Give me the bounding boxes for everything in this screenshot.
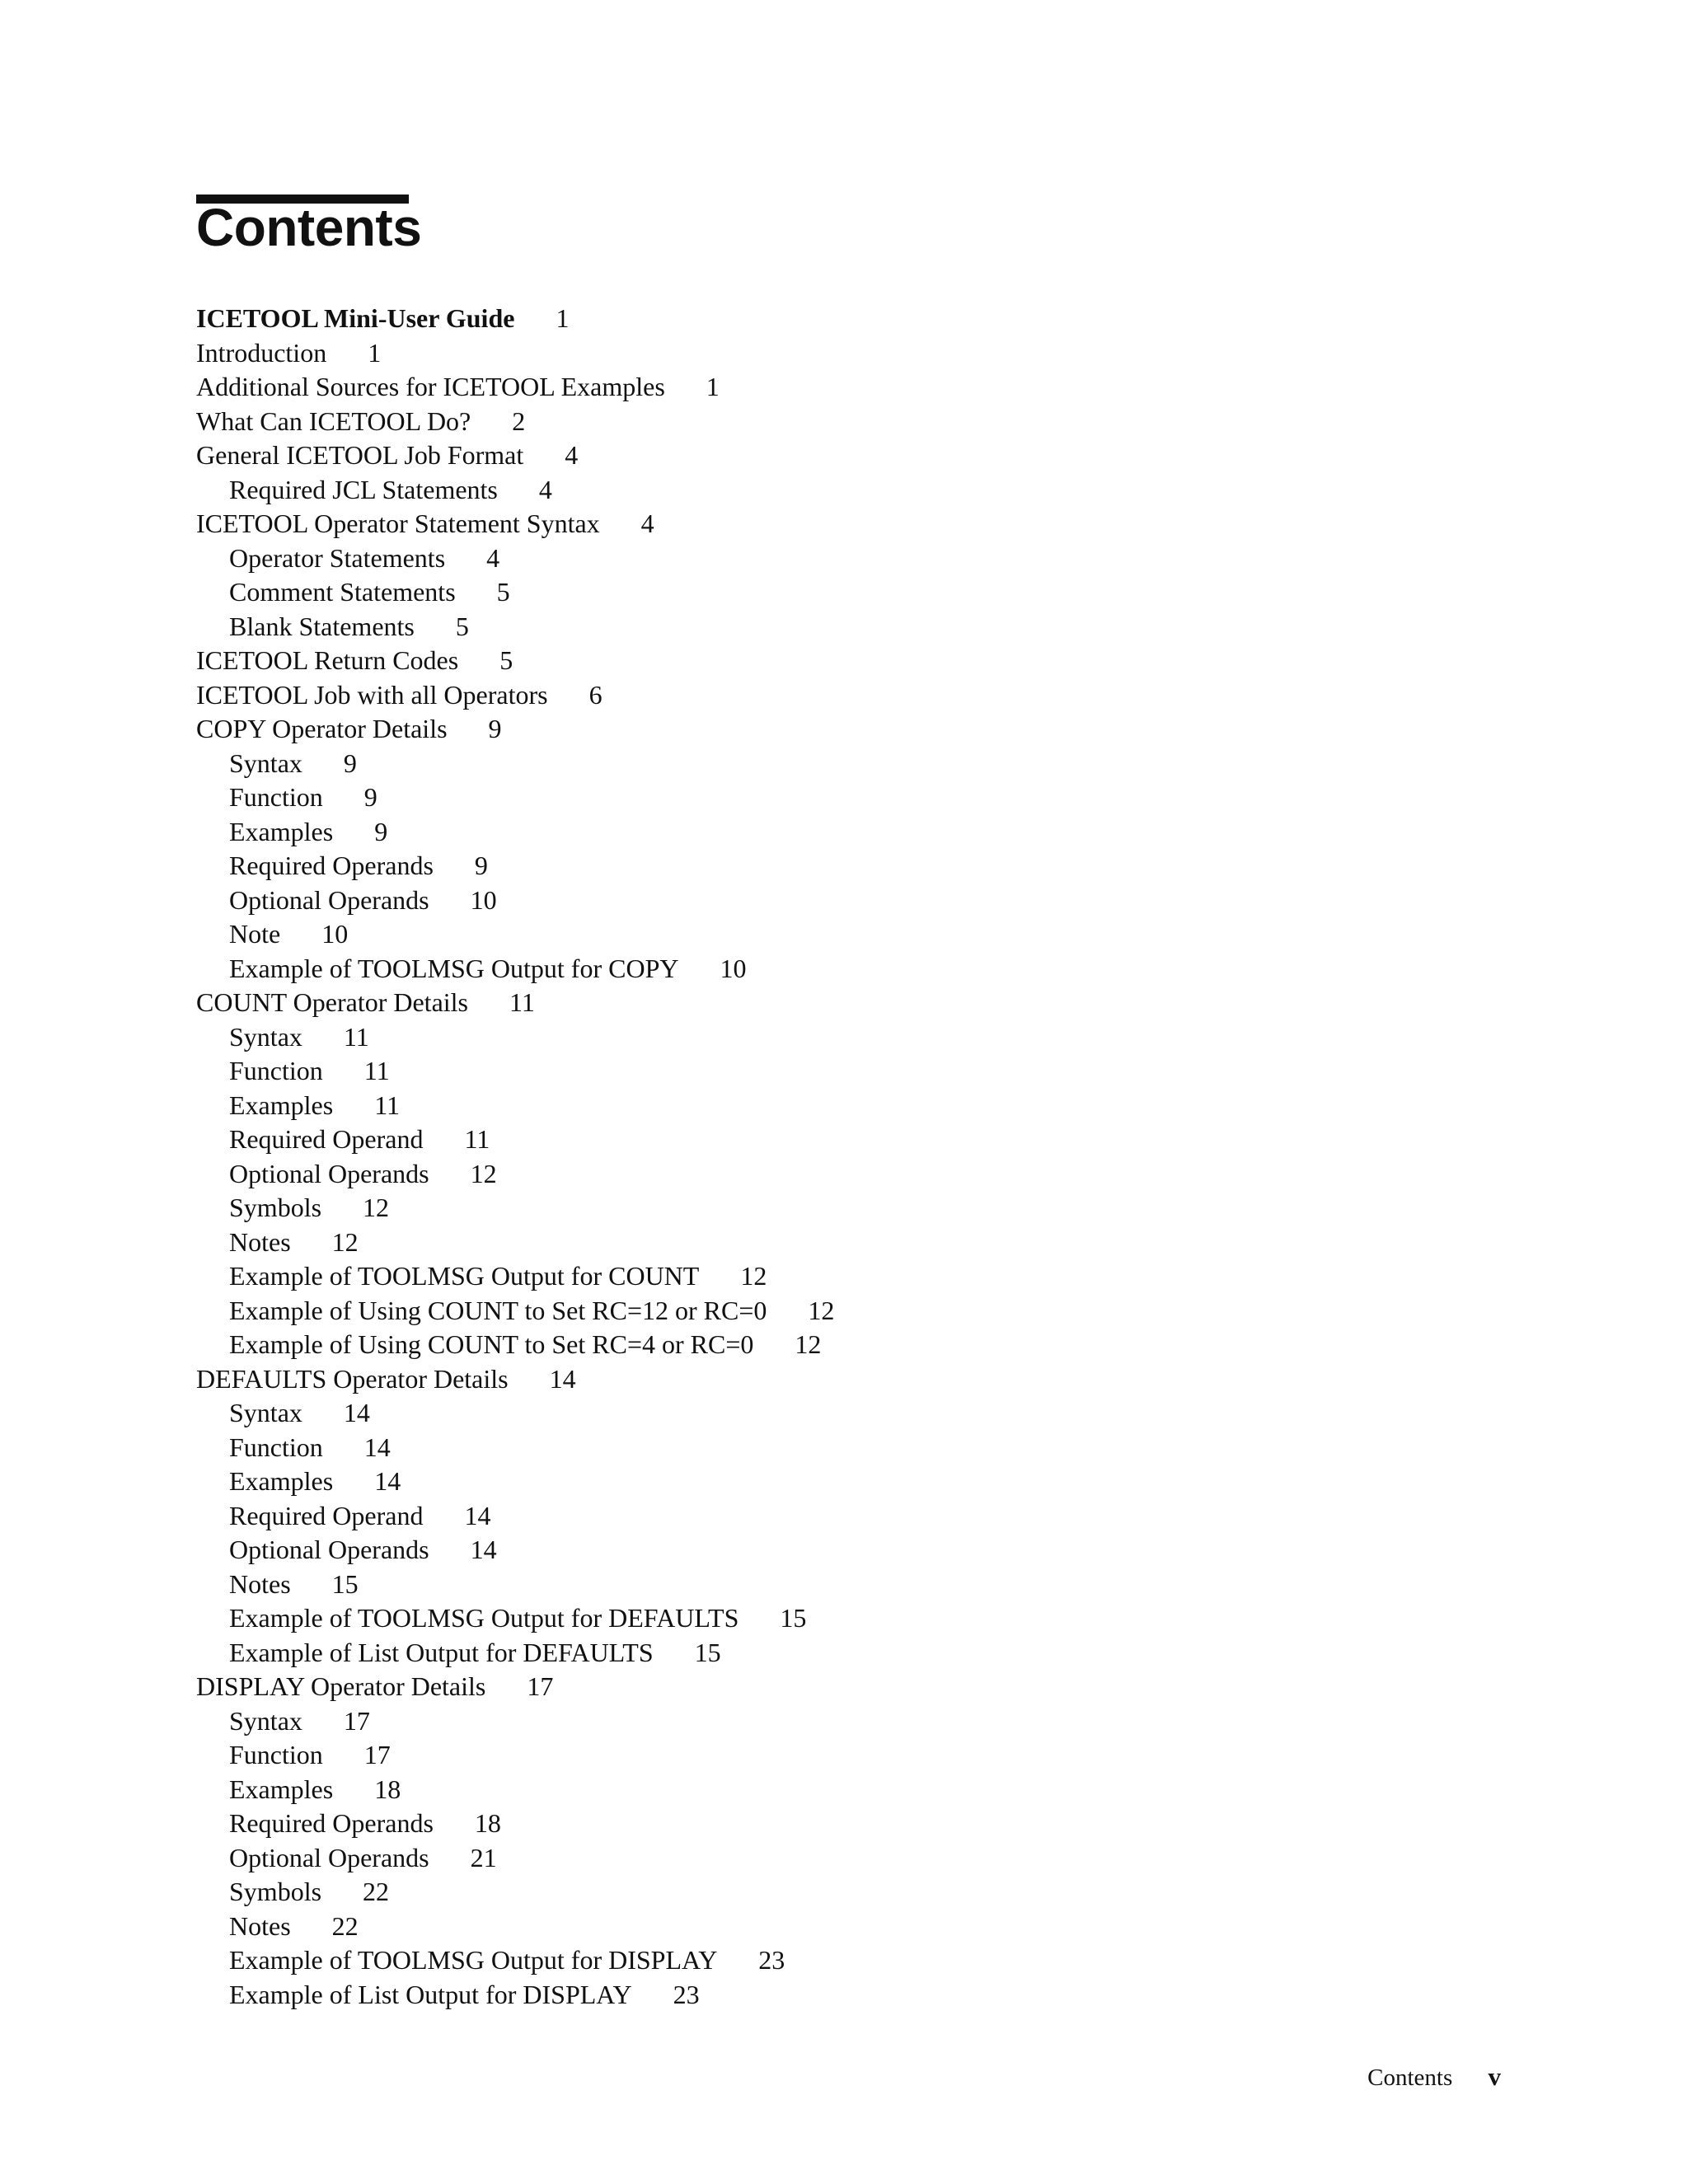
toc-entry-label: Examples	[229, 816, 334, 846]
toc-entry-label: Introduction	[196, 337, 327, 368]
toc-entry-label: Symbols	[229, 1193, 322, 1222]
toc-entry-label: DISPLAY Operator Details	[196, 1671, 486, 1701]
toc-entry[interactable]	[196, 1910, 1515, 1944]
footer-section-label: Contents	[1367, 2064, 1453, 2091]
toc-entry-page: 4	[565, 440, 579, 470]
toc-entry-label: ICETOOL Job with all Operators	[196, 679, 548, 710]
toc-entry-label: ICETOOL Operator Statement Syntax	[196, 509, 600, 538]
toc-entry-page: 4	[538, 474, 552, 504]
toc-entry[interactable]	[196, 1533, 1515, 1568]
toc-entry[interactable]	[196, 849, 1515, 883]
toc-entry[interactable]	[196, 1978, 1515, 2013]
toc-entry-label: Examples	[229, 1090, 334, 1120]
toc-entry[interactable]	[196, 336, 1515, 371]
toc-entry-page: 12	[363, 1193, 390, 1222]
toc-entry-page: 17	[527, 1671, 554, 1701]
toc-entry-label: Comment Statements	[229, 577, 456, 607]
toc-entry[interactable]	[196, 883, 1515, 918]
toc-entry-label: Blank Statements	[229, 611, 415, 641]
toc-entry[interactable]	[196, 610, 1515, 644]
toc-entry[interactable]	[196, 507, 1515, 541]
toc-entry-label: Example of TOOLMSG Output for DEFAULTS	[229, 1603, 739, 1633]
toc-entry-label: Examples	[229, 1774, 334, 1804]
toc-entry-page: 12	[470, 1158, 497, 1188]
toc-entry-page: 15	[694, 1637, 721, 1667]
toc-entry-label: Notes	[229, 1568, 291, 1599]
toc-entry-page: 11	[374, 1090, 400, 1120]
toc-entry-label: Optional Operands	[229, 1158, 429, 1188]
toc-entry-page: 10	[321, 919, 349, 949]
toc-entry-page: 14	[464, 1500, 491, 1530]
toc-entry-page: 23	[758, 1945, 785, 1975]
toc-entry[interactable]	[196, 1328, 1515, 1362]
toc-entry-page: 15	[331, 1568, 359, 1599]
toc-entry-page: 2	[512, 405, 526, 436]
toc-entry-label: Example of TOOLMSG Output for DISPLAY	[229, 1945, 718, 1975]
toc-entry[interactable]	[196, 1601, 1515, 1636]
toc-entry-label: Note	[229, 919, 281, 949]
toc-entry-page: 9	[488, 714, 502, 743]
toc-entry[interactable]	[196, 1875, 1515, 1910]
toc-entry-page: 4	[486, 542, 500, 573]
toc-entry[interactable]	[196, 1807, 1515, 1841]
toc-entry-label: Example of Using COUNT to Set RC=12 or RC=0	[229, 1295, 767, 1325]
toc-entry-page: 12	[740, 1261, 767, 1291]
toc-entry-page: 5	[496, 577, 510, 607]
toc-entry[interactable]	[196, 1773, 1515, 1807]
toc-entry[interactable]	[196, 1226, 1515, 1260]
toc-entry-page: 17	[363, 1740, 391, 1769]
toc-entry[interactable]	[196, 302, 1515, 336]
toc-entry-label: Example of List Output for DEFAULTS	[229, 1637, 654, 1667]
toc-entry[interactable]	[196, 1568, 1515, 1602]
toc-entry-label: Syntax	[229, 1021, 302, 1052]
toc-entry-label: Function	[229, 782, 323, 812]
toc-entry-page: 9	[374, 816, 388, 846]
toc-entry-label: Example of Using COUNT to Set RC=4 or RC=0	[229, 1329, 754, 1359]
toc-entry-page: 10	[470, 884, 497, 915]
toc-entry[interactable]	[196, 1089, 1515, 1123]
toc-entry[interactable]	[196, 370, 1515, 405]
page-footer	[1367, 2060, 1501, 2094]
toc-entry[interactable]	[196, 1704, 1515, 1739]
toc-entry-label: Optional Operands	[229, 884, 429, 915]
toc-entry[interactable]	[196, 1465, 1515, 1499]
toc-entry[interactable]	[196, 405, 1515, 439]
toc-entry[interactable]	[196, 1157, 1515, 1192]
toc-entry-page: 18	[374, 1774, 401, 1804]
toc-entry-label: COPY Operator Details	[196, 714, 448, 743]
toc-entry-page: 23	[673, 1979, 700, 2009]
toc-entry[interactable]	[196, 917, 1515, 952]
table-of-contents	[196, 302, 1515, 2012]
toc-entry[interactable]	[196, 815, 1515, 850]
toc-entry[interactable]	[196, 541, 1515, 576]
toc-entry[interactable]	[196, 438, 1515, 473]
toc-entry-label: Required Operands	[229, 1808, 434, 1838]
toc-entry-page: 1	[706, 372, 720, 401]
toc-entry-label: ICETOOL Mini-User Guide	[196, 303, 515, 333]
toc-entry-page: 14	[374, 1466, 401, 1496]
toc-entry[interactable]	[196, 1499, 1515, 1534]
toc-entry[interactable]	[196, 575, 1515, 610]
toc-entry-label: COUNT Operator Details	[196, 987, 468, 1017]
toc-entry-page: 22	[331, 1910, 359, 1941]
toc-entry-page: 9	[474, 851, 488, 880]
toc-entry[interactable]	[196, 1396, 1515, 1431]
toc-entry-label: Symbols	[229, 1877, 322, 1906]
toc-entry-page: 5	[455, 611, 469, 641]
toc-entry-page: 4	[640, 509, 654, 538]
toc-entry-label: Function	[229, 1740, 323, 1769]
toc-entry-label: General ICETOOL Job Format	[196, 440, 524, 470]
toc-entry-label: Examples	[229, 1466, 334, 1496]
toc-entry-page: 11	[509, 987, 535, 1017]
toc-entry[interactable]	[196, 1636, 1515, 1671]
toc-entry-page: 15	[780, 1603, 807, 1633]
toc-entry-page: 11	[363, 1056, 390, 1085]
toc-entry-page: 11	[343, 1021, 369, 1052]
toc-entry-page: 22	[363, 1877, 390, 1906]
toc-entry[interactable]	[196, 473, 1515, 508]
toc-entry-label: Example of TOOLMSG Output for COUNT	[229, 1261, 700, 1291]
toc-entry-page: 9	[363, 782, 377, 812]
toc-entry-label: Function	[229, 1056, 323, 1085]
toc-entry-page: 14	[363, 1432, 391, 1462]
toc-entry-page: 12	[795, 1329, 822, 1359]
footer-page-number: v	[1488, 2062, 1501, 2091]
toc-entry-page: 14	[343, 1398, 370, 1427]
toc-entry-page: 14	[549, 1363, 576, 1394]
toc-entry-page: 18	[474, 1808, 501, 1838]
toc-entry-label: Operator Statements	[229, 542, 446, 573]
toc-entry-page: 21	[470, 1842, 497, 1872]
toc-entry-page: 6	[588, 679, 603, 710]
toc-entry-label: Required Operands	[229, 851, 434, 880]
toc-entry[interactable]	[196, 986, 1515, 1020]
toc-entry-page: 17	[343, 1705, 370, 1736]
toc-entry-page: 12	[331, 1226, 359, 1257]
toc-entry[interactable]	[196, 1738, 1515, 1773]
toc-entry-page: 10	[720, 953, 747, 983]
toc-entry-label: Required Operand	[229, 1500, 424, 1530]
toc-entry-label: Function	[229, 1432, 323, 1462]
toc-entry-label: Notes	[229, 1226, 291, 1257]
toc-entry-label: Additional Sources for ICETOOL Examples	[196, 372, 665, 401]
toc-entry-label: Optional Operands	[229, 1535, 429, 1564]
toc-entry[interactable]	[196, 1362, 1515, 1397]
toc-entry-page: 14	[470, 1535, 497, 1564]
toc-entry[interactable]	[196, 747, 1515, 781]
page-title: Contents	[196, 198, 422, 257]
toc-entry-label: Syntax	[229, 748, 302, 778]
toc-entry[interactable]	[196, 644, 1515, 678]
toc-entry-label: Example of List Output for DISPLAY	[229, 1979, 632, 2009]
toc-entry-label: What Can ICETOOL Do?	[196, 405, 471, 436]
toc-entry[interactable]	[196, 1431, 1515, 1465]
toc-entry[interactable]	[196, 1259, 1515, 1294]
toc-entry-page: 9	[343, 748, 357, 778]
toc-entry-page: 11	[464, 1124, 490, 1154]
toc-entry[interactable]	[196, 1943, 1515, 1978]
toc-entry-page: 1	[556, 303, 570, 333]
toc-entry-page: 5	[499, 645, 513, 675]
toc-entry-label: DEFAULTS Operator Details	[196, 1363, 509, 1394]
toc-entry[interactable]	[196, 952, 1515, 987]
toc-entry-label: Syntax	[229, 1705, 302, 1736]
toc-entry-label: ICETOOL Return Codes	[196, 645, 459, 675]
toc-entry-label: Required Operand	[229, 1124, 424, 1154]
toc-entry-label: Notes	[229, 1910, 291, 1941]
toc-entry[interactable]	[196, 1841, 1515, 1876]
toc-entry-label: Required JCL Statements	[229, 474, 498, 504]
toc-entry[interactable]	[196, 1122, 1515, 1157]
toc-entry-page: 1	[368, 337, 382, 368]
toc-entry-label: Syntax	[229, 1398, 302, 1427]
toc-entry[interactable]	[196, 780, 1515, 815]
toc-entry[interactable]	[196, 1670, 1515, 1704]
toc-entry[interactable]	[196, 678, 1515, 713]
toc-entry-label: Example of TOOLMSG Output for COPY	[229, 953, 679, 983]
toc-entry-page: 12	[808, 1295, 835, 1325]
toc-entry[interactable]	[196, 1191, 1515, 1226]
toc-entry-label: Optional Operands	[229, 1842, 429, 1872]
toc-entry[interactable]	[196, 712, 1515, 747]
toc-entry[interactable]	[196, 1054, 1515, 1089]
toc-entry[interactable]	[196, 1294, 1515, 1329]
toc-entry[interactable]	[196, 1020, 1515, 1055]
